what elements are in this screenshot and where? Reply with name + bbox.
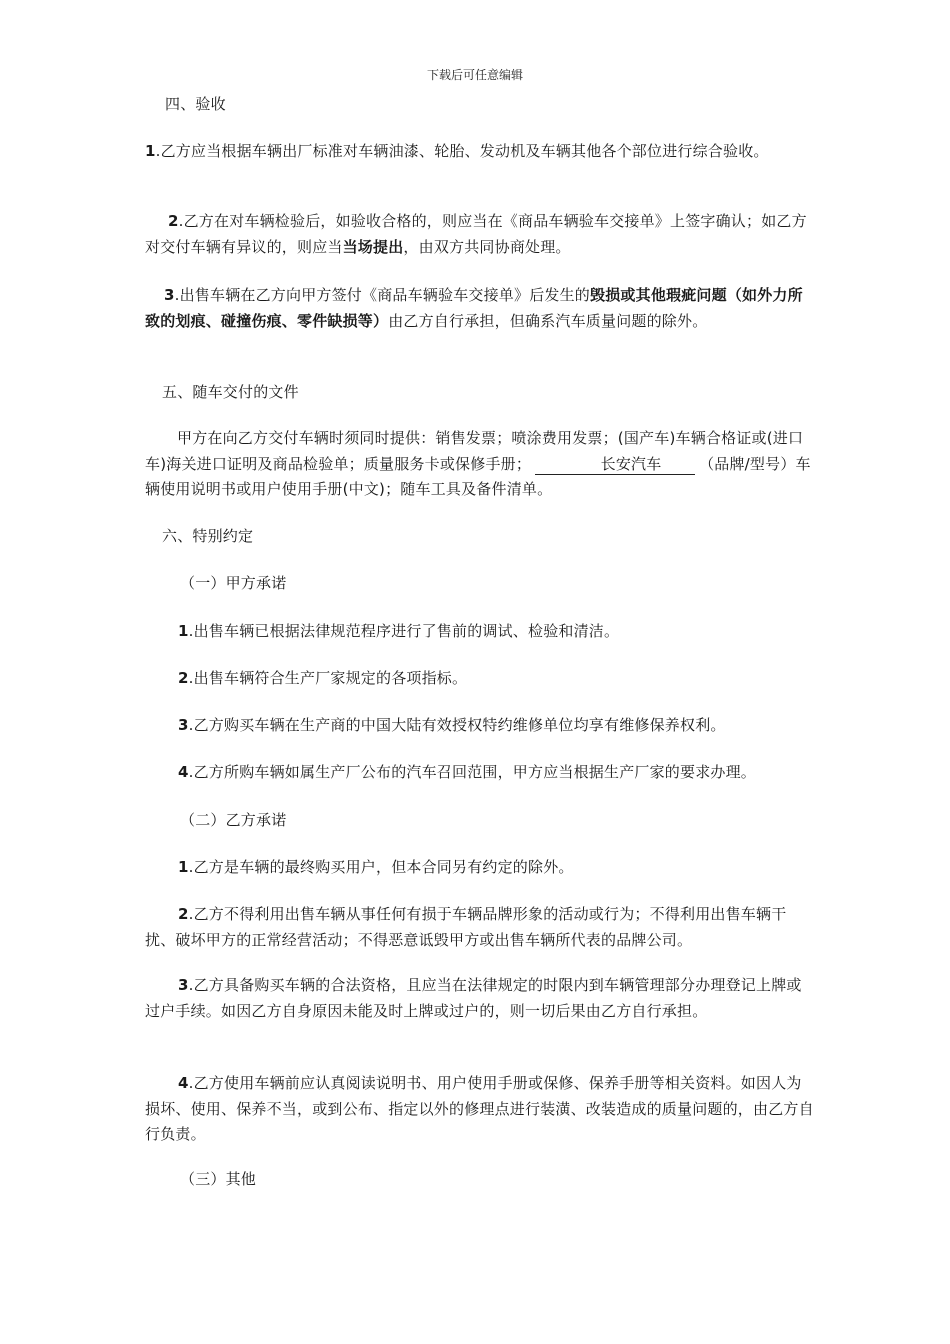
item-number: 3 xyxy=(178,716,189,734)
item-text: .出售车辆已根据法律规范程序进行了售前的调试、检验和清洁。 xyxy=(188,622,620,640)
item-number: 4 xyxy=(178,763,189,781)
item-text: .乙方是车辆的最终购买用户，但本合同另有约定的除外。 xyxy=(188,858,574,876)
item-number: 2 xyxy=(178,905,189,923)
paragraph-text: .乙方应当根据车辆出厂标准对车辆油漆、轮胎、发动机及车辆其他各个部位进行综合验收。 xyxy=(155,142,769,160)
paragraph-text: .乙方在对车辆检验后，如验收合格的，则应当在《商品车辆验车交接单》上签字确认；如乙方对交付车辆有异议的，则应当 xyxy=(145,212,807,256)
item-number: 1 xyxy=(178,858,189,876)
emphasis-text: 毁损或其他瑕疵问题（如外力所致的划痕、碰撞伤痕、零件缺损等） xyxy=(145,286,803,330)
item-number: 1 xyxy=(178,622,189,640)
promise-a-item-1 xyxy=(178,619,848,645)
item-number: 4 xyxy=(178,1074,189,1092)
item-number: 2 xyxy=(178,669,189,687)
emphasis-text: 当场提出 xyxy=(342,237,404,256)
promise-a-item-3 xyxy=(178,713,848,739)
section4-paragraph-3 xyxy=(145,283,815,334)
item-text: .乙方使用车辆前应认真阅读说明书、用户使用手册或保修、保养手册等相关资料。如因人为损坏、使用、保养不当，或到公布、指定以外的修理点进行装潢、改装造成的质量问题的，由乙方自行负责。 xyxy=(145,1074,814,1143)
paragraph-text: ，由双方共同协商处理。 xyxy=(403,237,571,256)
section5-paragraph xyxy=(145,426,815,503)
item-number: 3 xyxy=(164,286,175,304)
section6-title: 六、特别约定 xyxy=(162,527,254,545)
header-note: 下载后可任意编辑 xyxy=(426,68,523,82)
item-number: 2 xyxy=(168,212,179,230)
item-text: .乙方不得利用出售车辆从事任何有损于车辆品牌形象的活动或行为；不得利用出售车辆干扰、破坏甲方的正常经营活动；不得恶意诋毁甲方或出售车辆所代表的品牌公司。 xyxy=(145,905,787,949)
section4-paragraph-2 xyxy=(145,209,815,260)
section4-paragraph-1 xyxy=(145,139,815,165)
section4-title: 四、验收 xyxy=(165,95,226,113)
subsection-1-title: （一）甲方承诺 xyxy=(180,574,287,592)
promise-b-item-3 xyxy=(145,973,815,1024)
subsection-3-title: （三）其他 xyxy=(180,1170,257,1188)
paragraph-text: .出售车辆在乙方向甲方签付《商品车辆验车交接单》后发生的 xyxy=(174,286,591,304)
promise-b-item-1 xyxy=(178,855,848,881)
item-text: .乙方具备购买车辆的合法资格，且应当在法律规定的时限内到车辆管理部分办理登记上牌或过户手续。如因乙方自身原因未能及时上牌或过户的，则一切后果由乙方自行承担。 xyxy=(145,976,802,1020)
item-text: .乙方所购车辆如属生产厂公布的汽车召回范围，甲方应当根据生产厂家的要求办理。 xyxy=(188,763,757,781)
item-text: .出售车辆符合生产厂家规定的各项指标。 xyxy=(188,669,468,687)
paragraph-text: 由乙方自行承担，但确系汽车质量问题的除外。 xyxy=(388,311,708,330)
promise-b-item-2 xyxy=(145,902,815,953)
paragraph-text: 甲方在向乙方交付车辆时须同时提供：销售发票；喷涂费用发票；(国产车)车辆合格证或(进口车)海关进口证明及商品检验单；质量服务卡或保修手册； xyxy=(145,429,804,473)
subsection-2-title: （二）乙方承诺 xyxy=(180,811,287,829)
section5-title: 五、随车交付的文件 xyxy=(162,383,299,401)
promise-b-item-4 xyxy=(145,1071,815,1148)
item-number: 1 xyxy=(145,142,156,160)
item-number: 3 xyxy=(178,976,189,994)
brand-fill-in: 长安汽车 xyxy=(535,454,695,475)
item-text: .乙方购买车辆在生产商的中国大陆有效授权特约维修单位均享有维修保养权利。 xyxy=(188,716,726,734)
promise-a-item-2 xyxy=(178,666,848,692)
promise-a-item-4 xyxy=(178,760,818,786)
paragraph-text: （品牌/型号）车辆使用说明书或用户使用手册(中文)；随车工具及备件清单。 xyxy=(145,454,811,498)
